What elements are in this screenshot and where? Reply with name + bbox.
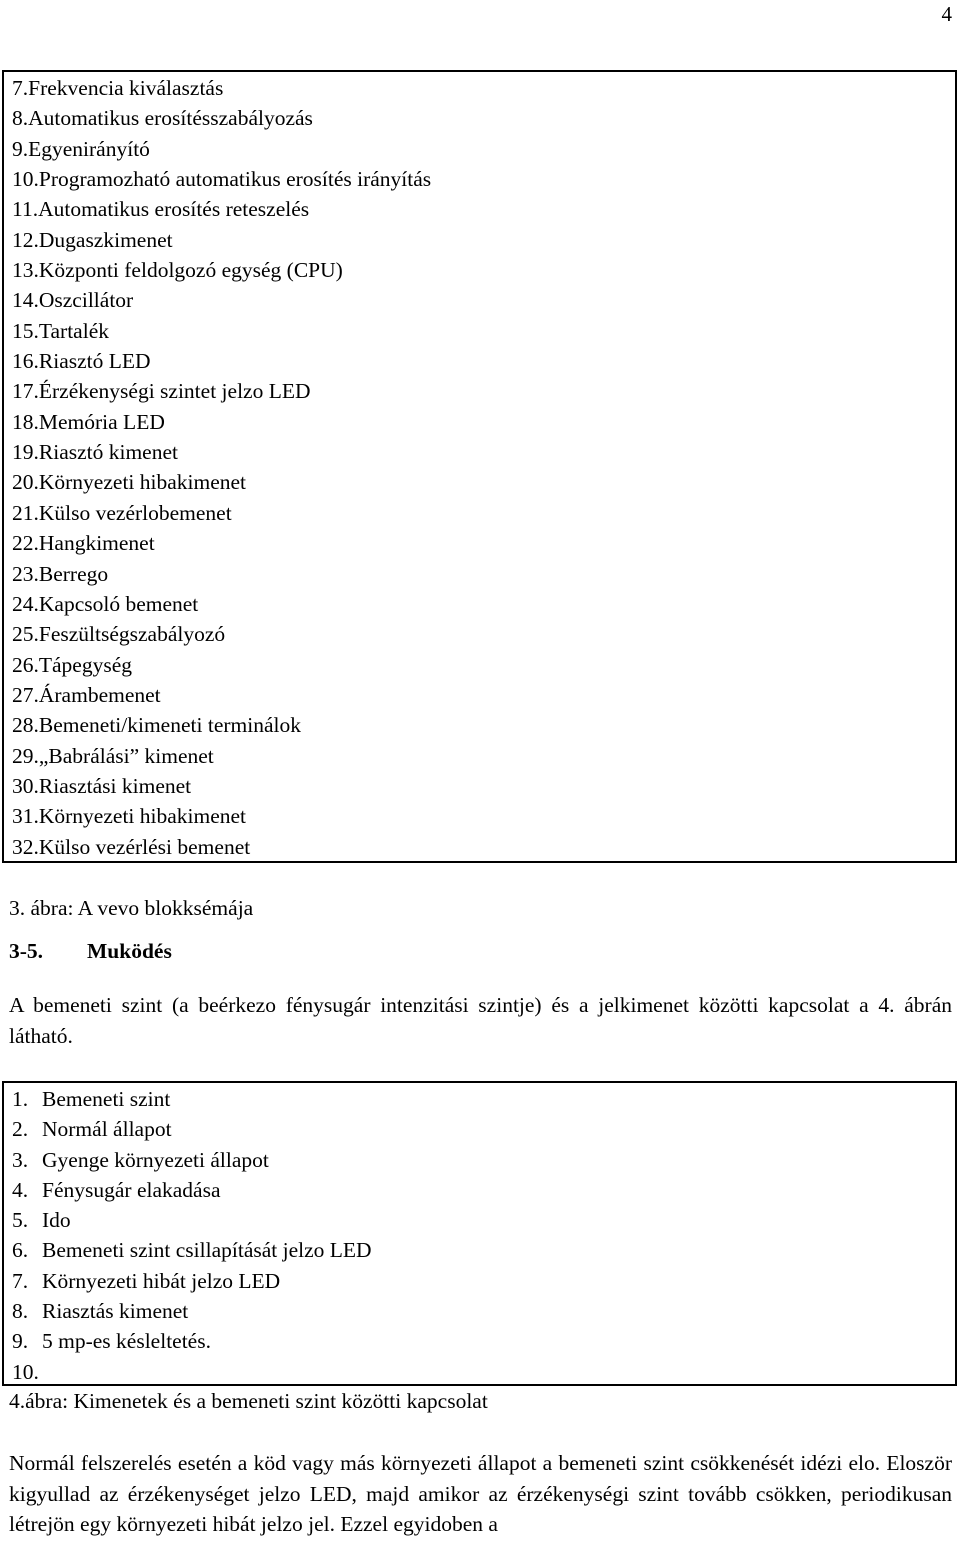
item-number: 17. [12,379,39,404]
body-paragraph: A bemeneti szint (a beérkezo fénysugár intenzitási szintje) és a jelkimenet közötti kapcsolat a 4. ábrán látható. [9,993,952,1048]
item-number: 30. [12,773,39,798]
list-item [12,316,431,346]
item-number: 7. [12,76,29,100]
item-label: Érzékenységi szintet jelzo LED [38,379,311,404]
list-item [12,164,431,194]
list-item [12,680,431,710]
item-label: Automatikus erosítés reteszelés [38,197,310,222]
component-list [12,73,431,862]
figure-4-caption: 4.ábra: Kimenetek és a bemeneti szint közötti kapcsolat [9,1389,488,1413]
list-item [12,832,431,862]
item-label: „Babrálási” kimenet [38,743,214,768]
item-number: 9. [12,136,29,161]
item-label: Dugaszkimenet [38,227,173,252]
list-item [12,1326,372,1356]
item-number: 10. [12,167,39,192]
page-number: 4 [941,2,952,26]
item-number: 6. [12,1238,29,1263]
item-number: 7. [12,1268,29,1293]
list-item [12,194,431,224]
legend-list-frame [2,1081,957,1386]
list-item [12,103,431,133]
item-label: Riasztó LED [38,349,151,374]
item-number: 1. [12,1087,29,1111]
list-item [12,498,431,528]
list-item [12,467,431,497]
list-item [12,134,431,164]
section-number: 3-5. [9,939,44,963]
list-item [12,589,431,619]
item-label: Riasztás kimenet [42,1299,189,1324]
item-number: 10. [12,1359,39,1384]
item-number: 12. [12,227,39,252]
item-number: 31. [12,804,39,829]
item-label: Gyenge környezeti állapot [42,1147,269,1172]
item-number: 16. [12,349,39,374]
item-number: 4. [12,1177,29,1202]
item-label: Automatikus erosítésszabályozás [28,106,313,131]
list-item [12,1084,372,1114]
item-number: 29. [12,743,39,768]
component-list-frame [2,70,957,863]
item-number: 8. [12,1299,29,1324]
item-number: 14. [12,288,39,313]
list-item [12,559,431,589]
item-number: 22. [12,531,39,556]
list-item [12,710,431,740]
item-number: 2. [12,1117,29,1142]
list-item [12,619,431,649]
body-paragraph: Normál felszerelés esetén a köd vagy más környezeti állapot a bemeneti szint csökkenését idézi elo. Eloször kigyullad az érzékenységet jelzo LED, majd amikor az érzékenységi szint tovább csökken, periodikusan létrejön egy környezeti hibát jelzo jel. Ezzel egyidoben a [9,1451,952,1536]
list-item [12,346,431,376]
item-label: Riasztási kimenet [38,773,192,798]
item-label: Feszültségszabályozó [38,622,226,647]
item-number: 21. [12,500,39,525]
list-item [12,801,431,831]
list-item [12,1296,372,1326]
item-number: 9. [12,1329,29,1354]
list-item [12,528,431,558]
item-label: Külso vezérlési bemenet [38,834,251,859]
list-item [12,376,431,406]
list-item [12,1357,372,1387]
list-item [12,437,431,467]
section-heading [9,939,172,964]
item-label: Bemeneti/kimeneti terminálok [38,713,301,738]
item-number: 23. [12,561,39,586]
item-label: Bemeneti szint csillapítását jelzo LED [42,1238,372,1263]
list-item [12,407,431,437]
item-label: Frekvencia kiválasztás [28,76,224,100]
item-number: 15. [12,318,39,343]
list-item [12,1266,372,1296]
list-item [12,741,431,771]
item-label: Tartalék [38,318,109,343]
list-item [12,650,431,680]
item-label: Központi feldolgozó egység (CPU) [38,258,343,283]
item-label: Oszcillátor [38,288,134,313]
item-number: 32. [12,834,39,859]
item-label: Környezeti hibát jelzo LED [42,1268,281,1293]
item-label: Riasztó kimenet [38,440,178,465]
item-number: 11. [12,197,39,222]
item-label: Bemeneti szint [42,1087,171,1111]
list-item [12,1175,372,1205]
item-label: Berrego [38,561,109,586]
item-number: 8. [12,106,29,131]
item-label: Kapcsoló bemenet [38,591,199,616]
section-title: Muködés [87,939,172,963]
item-label: Ido [42,1208,71,1233]
item-number: 13. [12,258,39,283]
item-label: Programozható automatikus erosítés irányítás [38,167,432,192]
list-item [12,225,431,255]
list-item [12,1205,372,1235]
list-item [12,255,431,285]
item-number: 28. [12,713,39,738]
item-number: 24. [12,591,39,616]
item-number: 25. [12,622,39,647]
item-label: Árambemenet [38,682,161,707]
item-label: Egyenirányító [28,136,150,161]
item-number: 26. [12,652,39,677]
item-label: Memória LED [38,409,165,434]
item-label: Normál állapot [42,1117,172,1142]
item-number: 18. [12,409,39,434]
list-item [12,1145,372,1175]
list-item [12,1235,372,1265]
item-label: Környezeti hibakimenet [38,470,247,495]
item-label: Fénysugár elakadása [42,1177,221,1202]
item-label: Tápegység [38,652,133,677]
figure-3-caption: 3. ábra: A vevo blokksémája [9,896,254,920]
item-label: 5 mp-es késleltetés. [42,1329,211,1354]
list-item [12,73,431,103]
legend-list [12,1084,372,1387]
item-number: 20. [12,470,39,495]
item-number: 27. [12,682,39,707]
item-label: Környezeti hibakimenet [38,804,247,829]
item-label: Hangkimenet [38,531,155,556]
item-number: 19. [12,440,39,465]
list-item [12,285,431,315]
list-item [12,771,431,801]
item-label: Külso vezérlobemenet [38,500,232,525]
item-number: 5. [12,1208,29,1233]
list-item [12,1114,372,1144]
item-number: 3. [12,1147,29,1172]
